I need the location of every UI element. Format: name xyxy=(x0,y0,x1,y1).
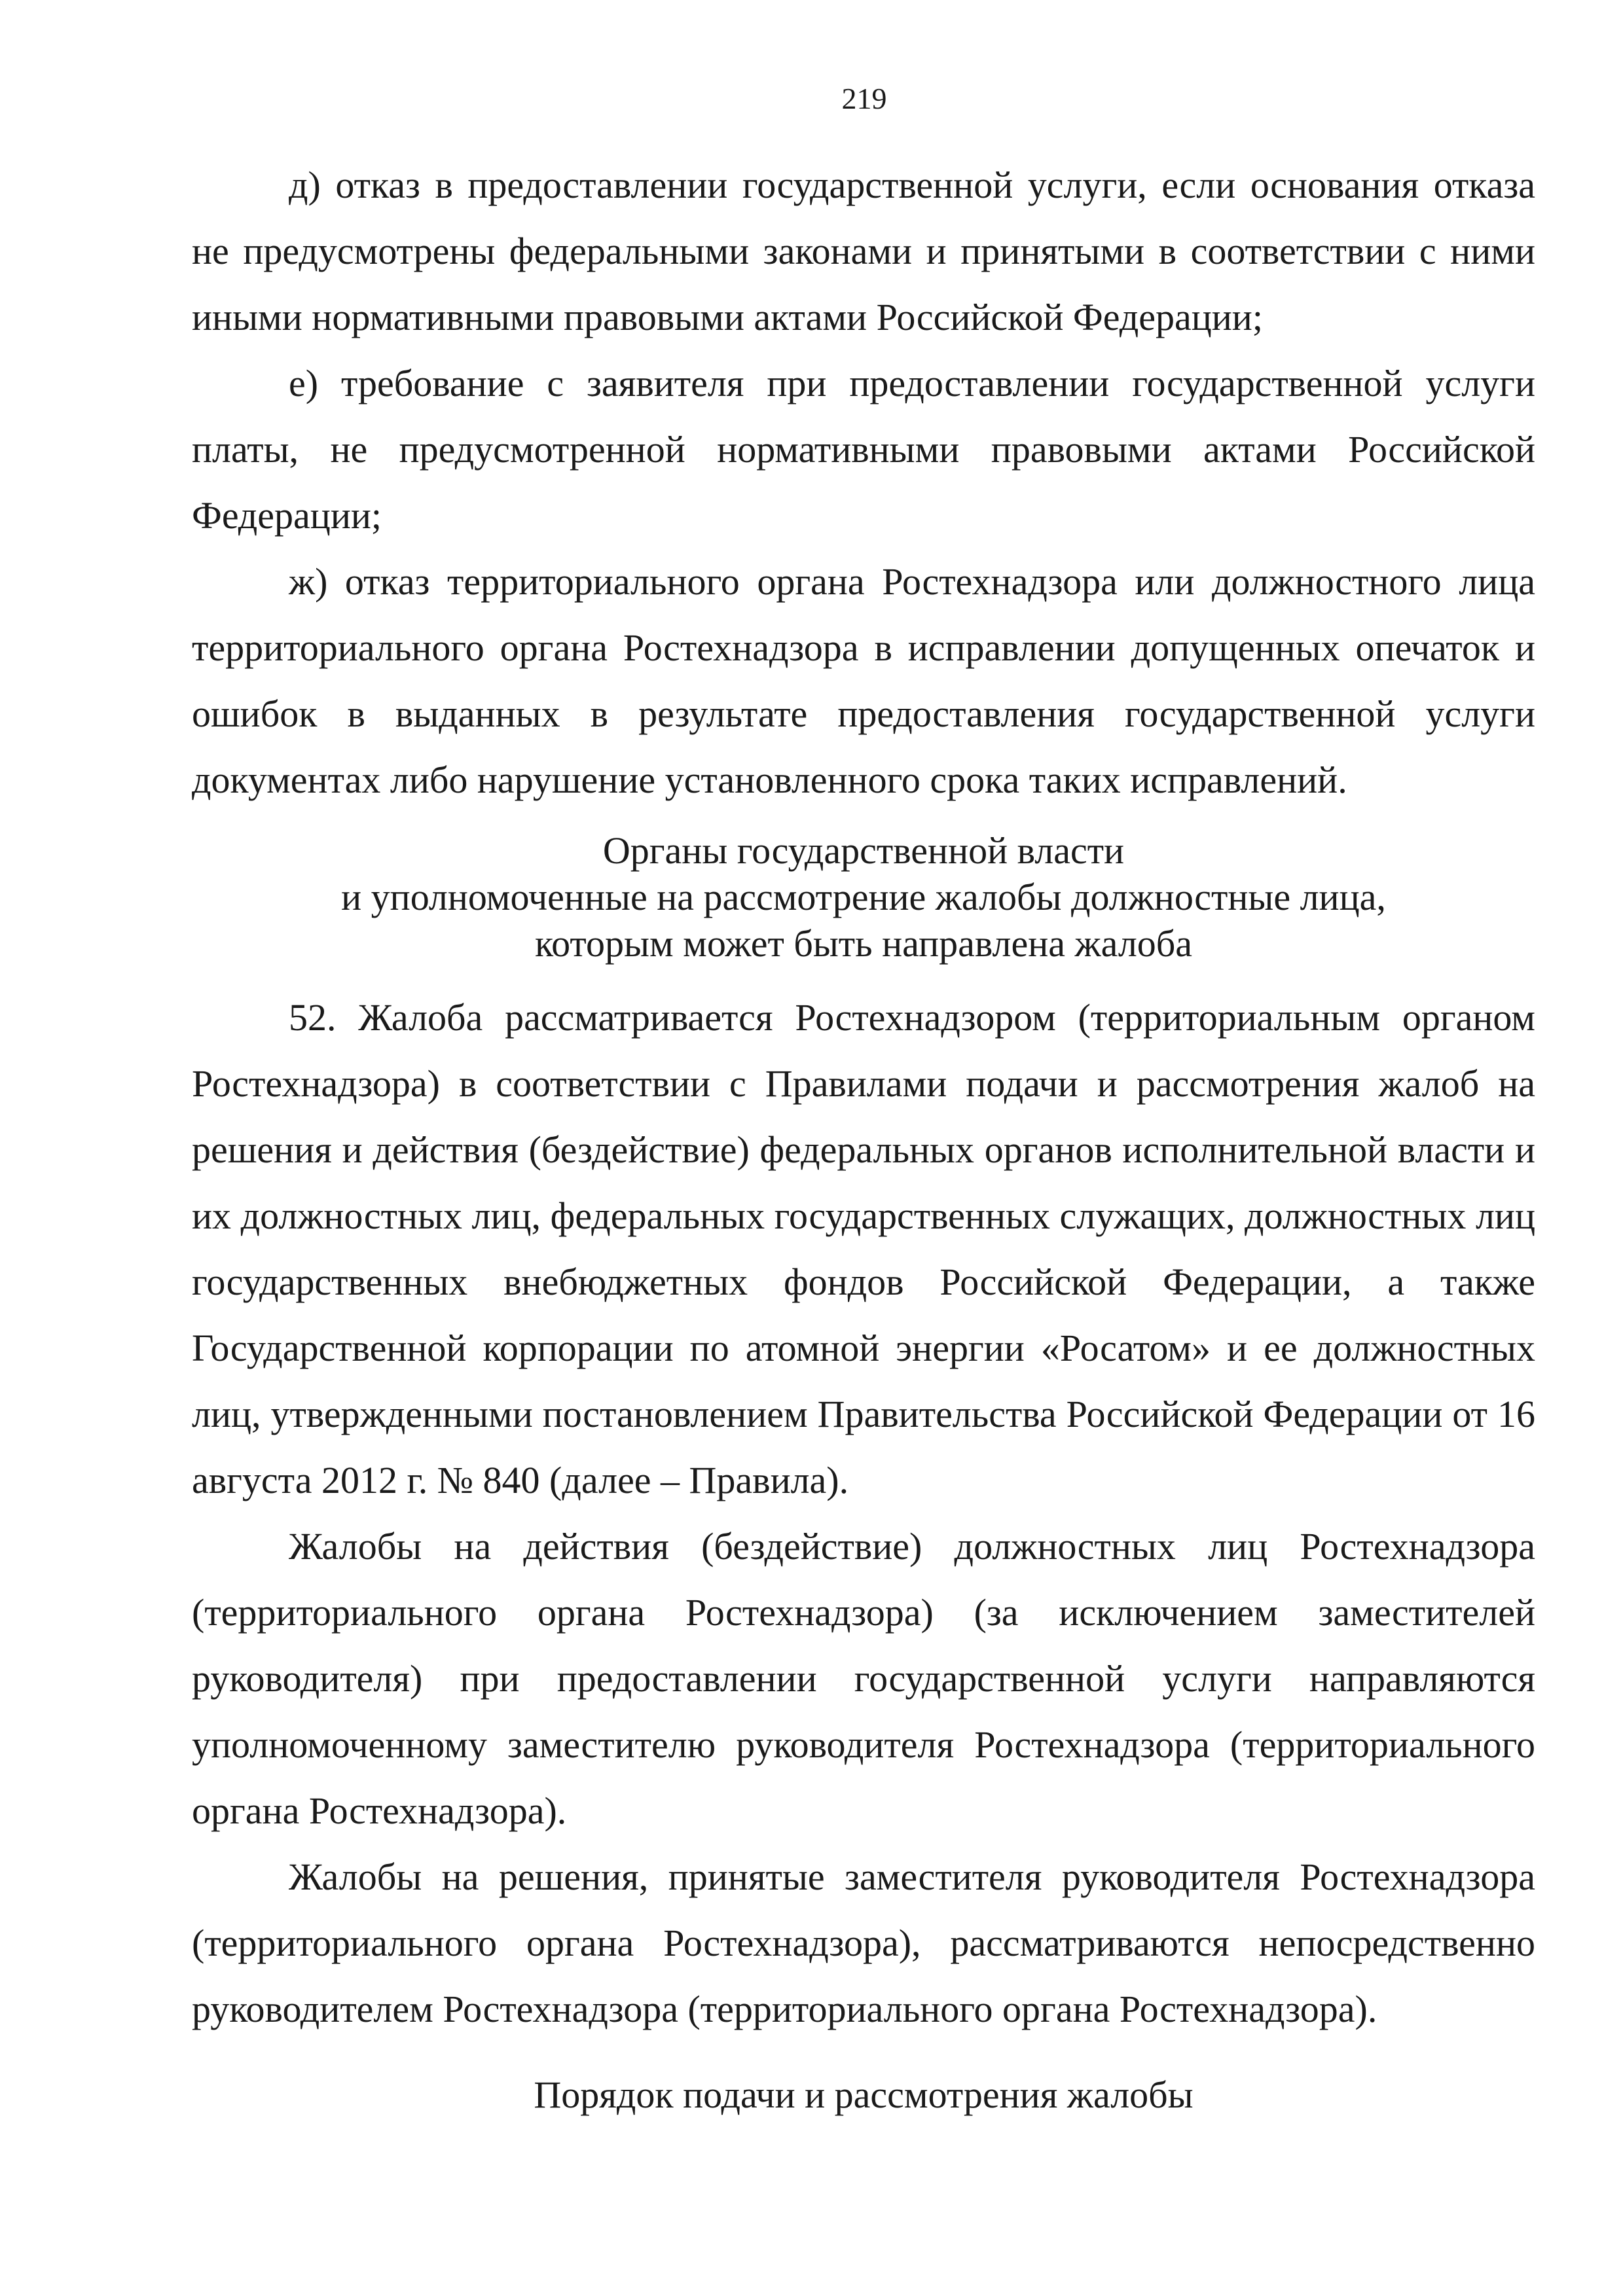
paragraph-e: е) требование с заявителя при предоставлении государственной услуги платы, не предусмотренной нормативными правовыми актами Российской Федерации; xyxy=(192,362,1535,537)
paragraph-complaints-actions: Жалобы на действия (бездействие) должностных лиц Ростехнадзора (территориального органа Ростехнадзора) (за исключением заместителей руководителя) при предоставлении государственной услуги направляются уполномоченному заместителю руководителя Ростехнадзора (территориального органа Ростехнадзора). xyxy=(192,1525,1535,1832)
section-heading xyxy=(192,827,1535,967)
paragraph-zh: ж) отказ территориального органа Ростехнадзора или должностного лица территориального органа Ростехнадзора в исправлении допущенных опечаток и ошибок в выданных в результате предоставления государственной услуги документах либо нарушение установленного срока таких исправлений. xyxy=(192,560,1535,801)
section-heading-line-3: которым может быть направлена жалоба xyxy=(534,922,1193,965)
document-body xyxy=(192,152,1535,2128)
section-heading-line-2: и уполномоченные на рассмотрение жалобы должностные лица, xyxy=(341,876,1386,918)
paragraph-complaints-decisions: Жалобы на решения, принятые заместителя руководителя Ростехнадзора (территориального органа Ростехнадзора), рассматриваются непосредственно руководителем Ростехнадзора (территориального органа Ростехнадзора). xyxy=(192,1856,1535,2030)
paragraph-d: д) отказ в предоставлении государственной услуги, если основания отказа не предусмотрены федеральными законами и принятыми в соответствии с ними иными нормативными правовыми актами Российской Федерации; xyxy=(192,164,1535,338)
paragraph-52: 52. Жалоба рассматривается Ростехнадзором (территориальным органом Ростехнадзора) в соответствии с Правилами подачи и рассмотрения жалоб на решения и действия (бездействие) федеральных органов исполнительной власти и их должностных лиц, федеральных государственных служащих, должностных лиц государственных внебюджетных фондов Российской Федерации, а также Государственной корпорации по атомной энергии «Росатом» и ее должностных лиц, утвержденными постановлением Правительства Российской Федерации от 16 августа 2012 г. № 840 (далее – Правила). xyxy=(192,996,1535,1501)
final-heading: Порядок подачи и рассмотрения жалобы xyxy=(534,2073,1194,2116)
page-number: 219 xyxy=(841,82,887,115)
section-heading-line-1: Органы государственной власти xyxy=(602,829,1125,872)
